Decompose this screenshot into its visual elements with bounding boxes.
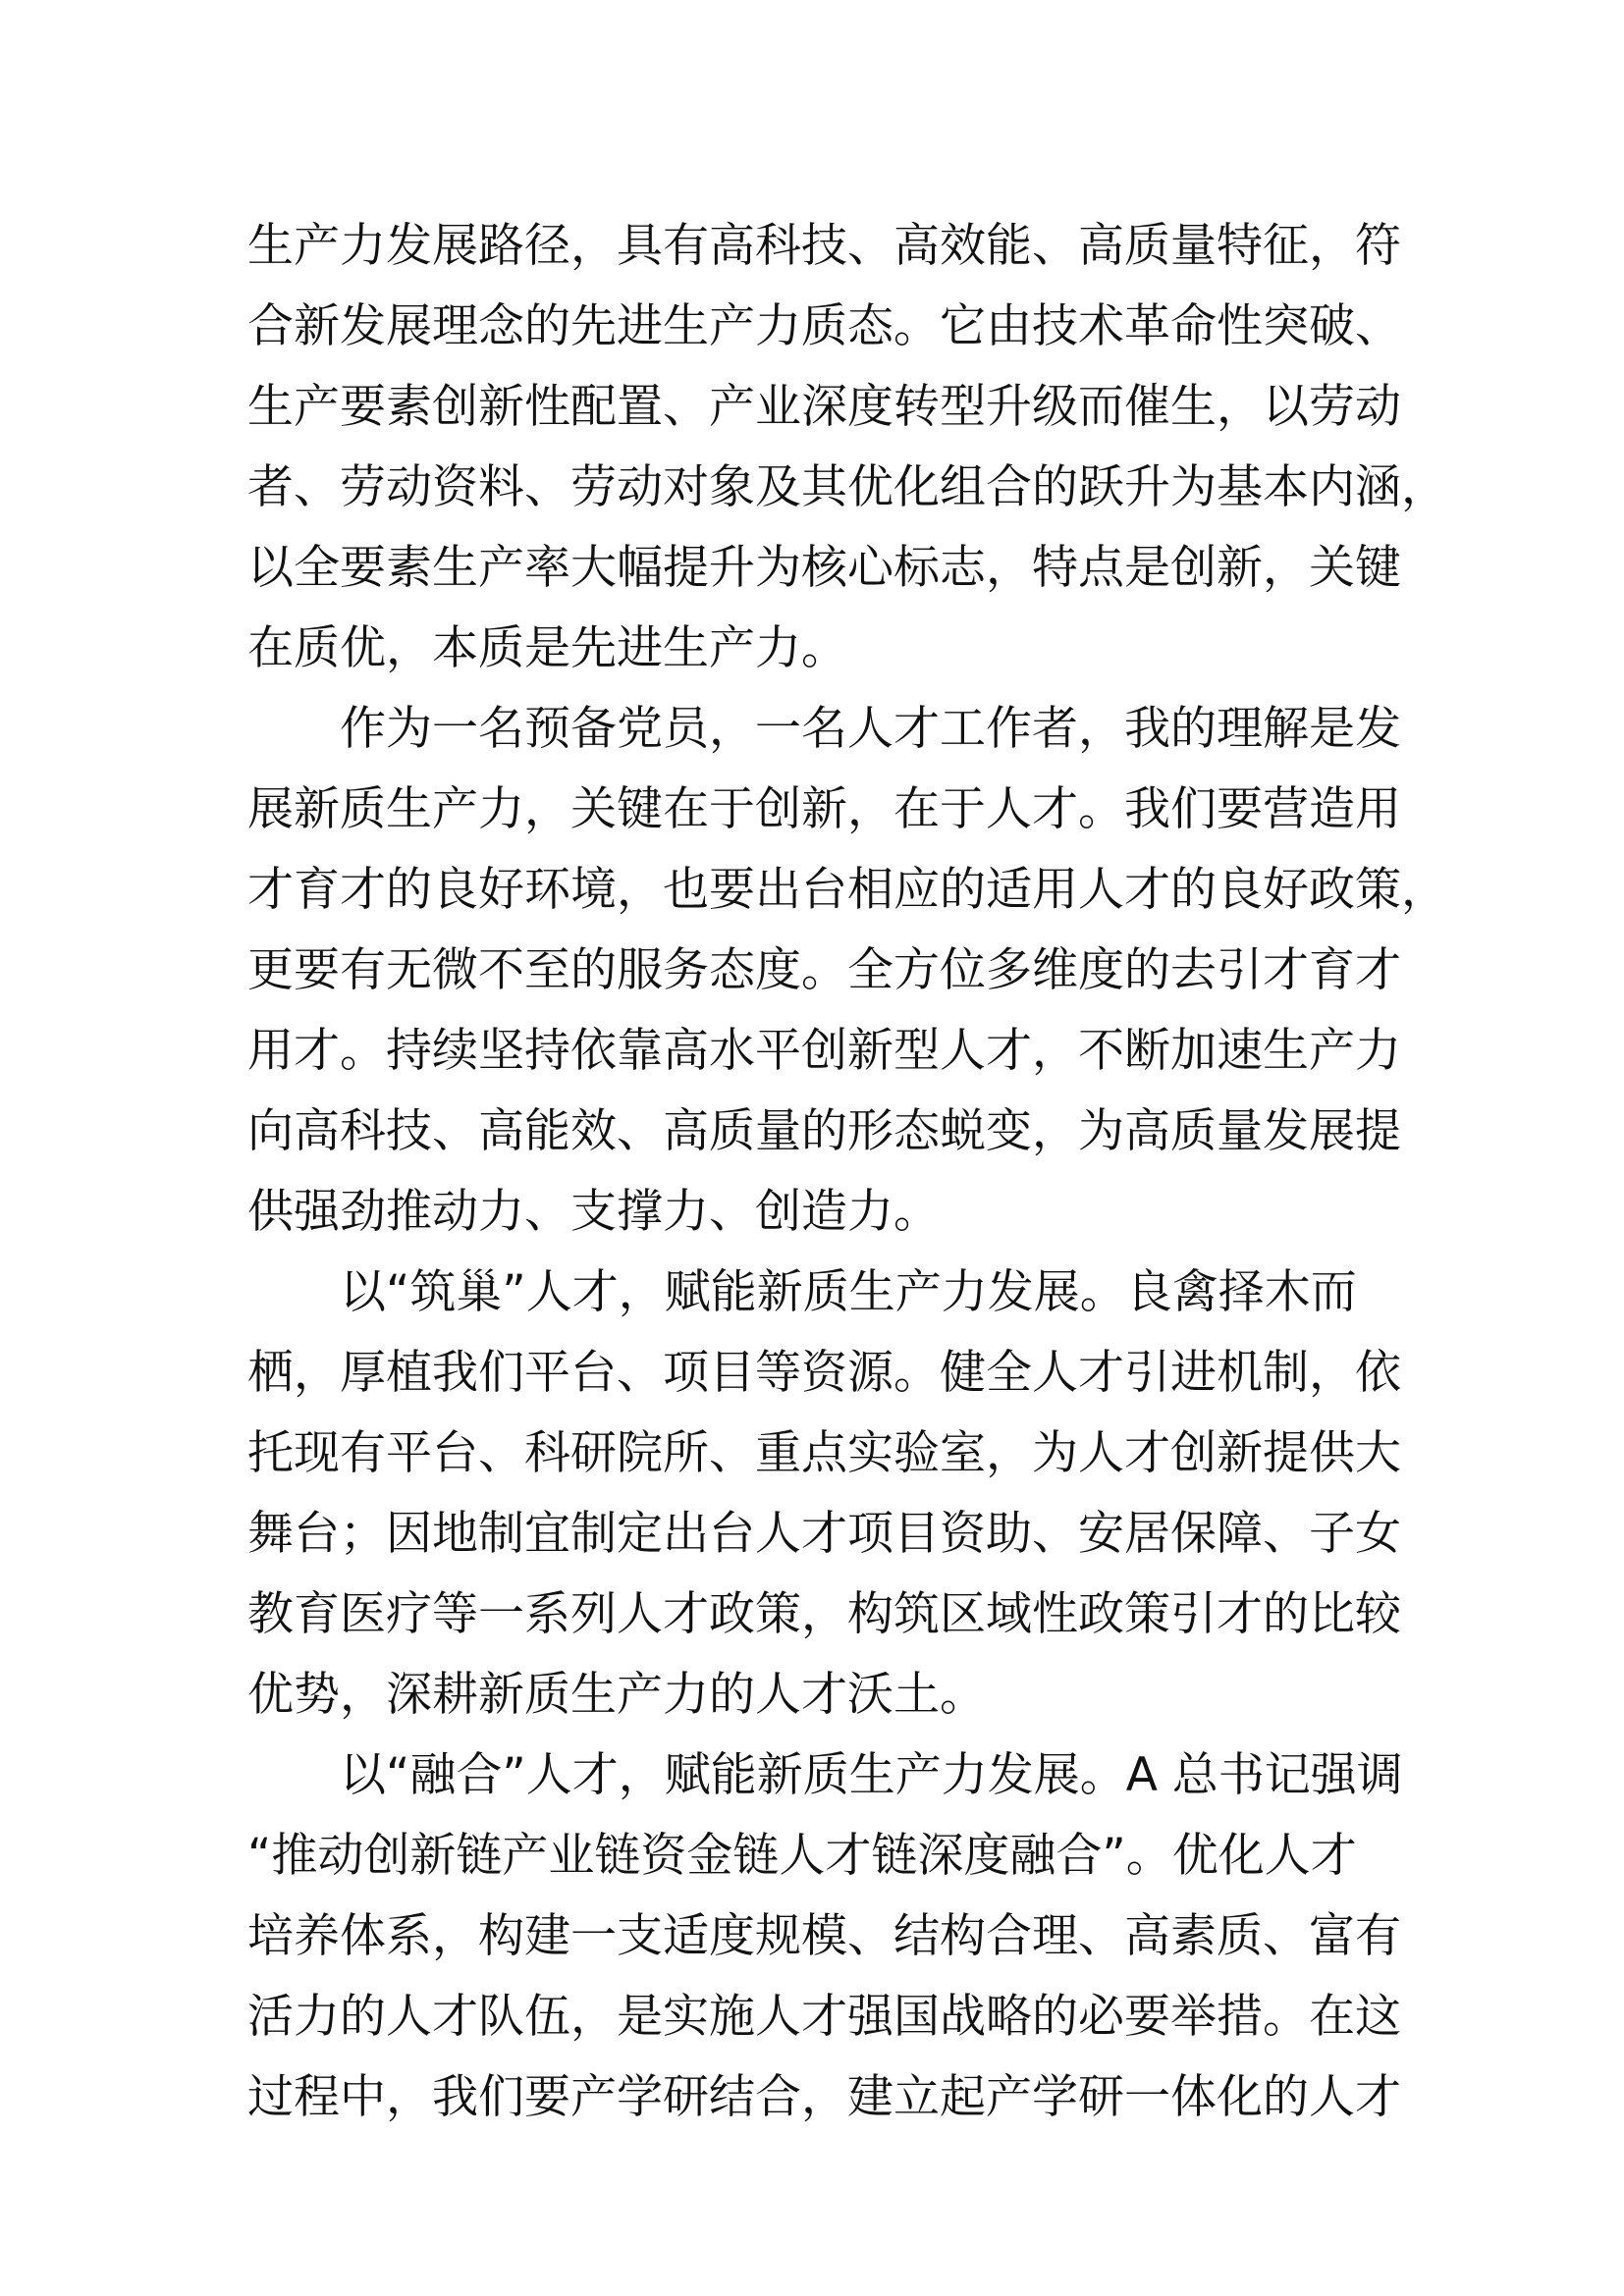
text-line: 向高科技、高能效、高质量的形态蜕变，为高质量发展提 <box>247 1104 1401 1158</box>
text-line: 以全要素生产率大幅提升为核心标志，特点是创新，关键 <box>247 541 1401 595</box>
text-line: 培养体系，构建一支适度规模、结构合理、高素质、富有 <box>247 1909 1401 1963</box>
text-line: 栖，厚植我们平台、项目等资源。健全人才引进机制，依 <box>247 1346 1401 1400</box>
document-body <box>247 206 1447 2138</box>
text-line: 过程中，我们要产学研结合，建立起产学研一体化的人才 <box>247 2070 1401 2124</box>
text-line: 供强劲推动力、支撑力、创造力。 <box>247 1185 940 1239</box>
text-line: 优势，深耕新质生产力的人才沃土。 <box>247 1668 986 1722</box>
text-line: 展新质生产力，关键在于创新，在于人才。我们要营造用 <box>247 782 1401 836</box>
text-line: 教育医疗等一系列人才政策，构筑区域性政策引才的比较 <box>247 1587 1401 1641</box>
text-line: 者、劳动资料、劳动对象及其优化组合的跃升为基本内涵， <box>247 460 1447 514</box>
text-line: 在质优，本质是先进生产力。 <box>247 621 847 675</box>
text-line: 用才。持续坚持依靠高水平创新型人才，不断加速生产力 <box>247 1024 1401 1078</box>
text-line: 合新发展理念的先进生产力质态。它由技术革命性突破、 <box>247 299 1401 353</box>
text-line: 生产要素创新性配置、产业深度转型升级而催生，以劳动 <box>247 380 1401 434</box>
text-line: 作为一名预备党员，一名人才工作者，我的理解是发 <box>247 702 1401 756</box>
text-line: 以“融合”人才，赋能新质生产力发展。A 总书记强调 <box>247 1748 1403 1802</box>
text-line: 舞台；因地制宜制定出台人才项目资助、安居保障、子女 <box>247 1507 1401 1561</box>
text-line: 活力的人才队伍，是实施人才强国战略的必要举措。在这 <box>247 1990 1401 2044</box>
text-line: “推动创新链产业链资金链人才链深度融合”。优化人才 <box>247 1829 1357 1883</box>
text-line: 更要有无微不至的服务态度。全方位多维度的去引才育才 <box>247 943 1401 997</box>
text-line: 才育才的良好环境，也要出台相应的适用人才的良好政策， <box>247 863 1447 917</box>
text-line: 以“筑巢”人才，赋能新质生产力发展。良禽择木而 <box>247 1265 1357 1319</box>
text-line: 生产力发展路径，具有高科技、高效能、高质量特征，符 <box>247 219 1401 273</box>
text-line: 托现有平台、科研院所、重点实验室，为人才创新提供大 <box>247 1426 1401 1480</box>
